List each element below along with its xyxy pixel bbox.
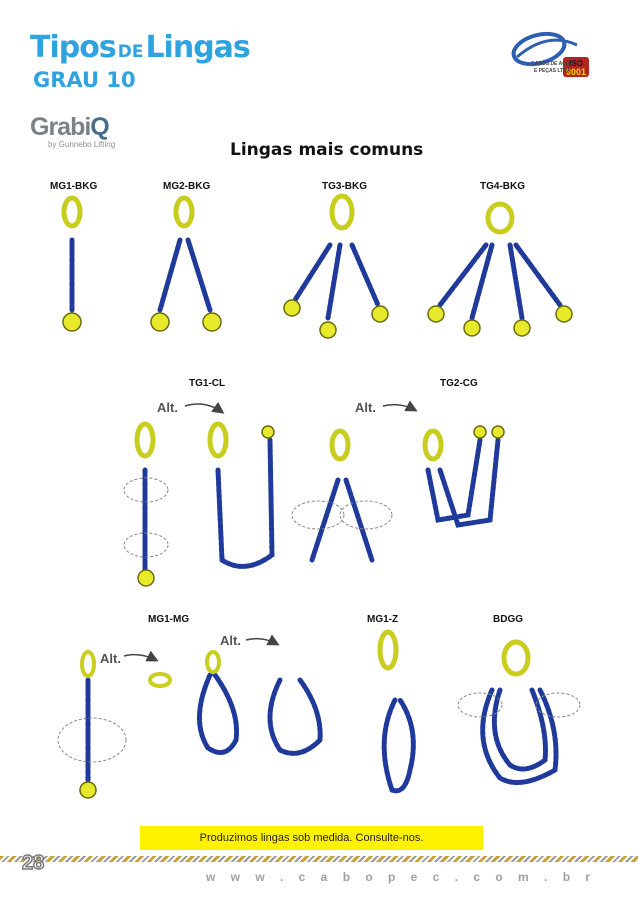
chain-tg3-mid — [328, 245, 340, 318]
grabiq-logo-q: Q — [90, 113, 109, 141]
alt-label-4: Alt. — [220, 633, 241, 648]
iso-text: ISO — [569, 59, 583, 68]
label-mg1-z: MG1-Z — [367, 614, 399, 625]
alt-label-3: Alt. — [100, 651, 121, 666]
alt-arrow-2 — [383, 405, 415, 410]
title-word-tipos: Tipos — [30, 30, 116, 65]
chain-mg1-mg-loop2 — [270, 680, 320, 753]
section-title: Lingas mais comuns — [230, 140, 424, 160]
masterlink-tg1-cl — [137, 424, 153, 456]
hook-mg1-bkg — [63, 313, 81, 331]
alt-arrow-3 — [124, 655, 156, 660]
label-tg1-cl: TG1-CL — [189, 378, 226, 389]
alt-label-2: Alt. — [355, 400, 376, 415]
chain-tg4-d — [516, 245, 560, 305]
label-mg1-bkg: MG1-BKG — [50, 181, 98, 192]
grabiq-logo-text: Grabi — [30, 113, 91, 141]
masterlink-tg4-bkg — [488, 204, 512, 232]
chain-mg2-bkg-left — [160, 240, 180, 310]
link-mg1-mg-alt2 — [207, 652, 219, 672]
chain-mg2-bkg-right — [188, 240, 210, 310]
alt-arrow-4 — [246, 639, 277, 644]
chain-tg1-split-right — [346, 480, 372, 560]
alt-arrow-1 — [185, 404, 222, 412]
masterlink-mg1-z — [380, 632, 396, 668]
logo-company-line2: E PEÇAS LTDA. — [534, 68, 572, 74]
title-word-lingas: Lingas — [145, 30, 250, 65]
load-outline-7 — [536, 693, 580, 717]
title-word-de: DE — [117, 42, 144, 62]
alt-label-1: Alt. — [157, 400, 178, 415]
link-mg1-mg-alt — [150, 674, 170, 686]
logo-company-line1: CABOS DE AÇO — [531, 61, 570, 67]
hook-mg2-bkg-left — [151, 313, 169, 331]
label-tg4-bkg: TG4-BKG — [480, 181, 525, 192]
chain-tg3-left — [295, 245, 330, 300]
rope-divider — [0, 856, 638, 862]
masterlink-tg1-cl-alt — [210, 424, 226, 456]
masterlink-mg1-bkg — [64, 198, 80, 226]
hook-mg2-bkg-right — [203, 313, 221, 331]
label-tg2-cg: TG2-CG — [440, 378, 478, 389]
page-subtitle: GRAU 10 — [33, 68, 136, 92]
chain-tg1-cl-right — [218, 440, 272, 566]
hook-tg2-a — [474, 426, 486, 438]
hook-tg4-b — [464, 320, 480, 336]
chain-tg1-split-left — [312, 480, 338, 560]
custom-slings-notice: Produzimos lingas sob medida. Consulte-nos. — [140, 826, 483, 850]
hook-tg4-d — [556, 306, 572, 322]
masterlink-tg3-bkg — [332, 196, 352, 228]
hook-tg4-c — [514, 320, 530, 336]
link-mg1-mg — [82, 652, 94, 676]
load-outline-5 — [58, 718, 126, 762]
hook-mg1-mg — [80, 782, 96, 798]
label-bdgg: BDGG — [493, 614, 523, 625]
grabiq-tagline: by Gunnebo Lifting — [48, 140, 116, 149]
hook-tg3-right — [372, 306, 388, 322]
chain-mg1-z — [384, 700, 413, 791]
chain-tg3-right — [352, 245, 378, 305]
masterlink-bdgg — [504, 642, 528, 674]
hook-tg3-left — [284, 300, 300, 316]
hook-tg1-cl — [138, 570, 154, 586]
hook-tg4-a — [428, 306, 444, 322]
chain-bdgg-inner — [494, 690, 545, 769]
label-tg3-bkg: TG3-BKG — [322, 181, 367, 192]
load-outline-3 — [292, 501, 344, 529]
load-outline-4 — [340, 501, 392, 529]
website-url[interactable]: w w w . c a b o p e c . c o m . b r — [206, 870, 597, 884]
label-mg1-mg: MG1-MG — [148, 614, 190, 625]
label-mg2-bkg: MG2-BKG — [163, 181, 211, 192]
masterlink-tg2-cg — [425, 431, 441, 459]
masterlink-mg2-bkg — [176, 198, 192, 226]
iso-number: 9001 — [565, 67, 587, 77]
hook-tg3-mid — [320, 322, 336, 338]
page-number: 28 — [22, 852, 45, 874]
hook-tg1-cl-alt — [262, 426, 274, 438]
hook-tg2-b — [492, 426, 504, 438]
chain-mg1-mg-loop — [199, 675, 236, 753]
masterlink-tg1-split — [332, 431, 348, 459]
chain-tg4-c — [510, 245, 522, 318]
